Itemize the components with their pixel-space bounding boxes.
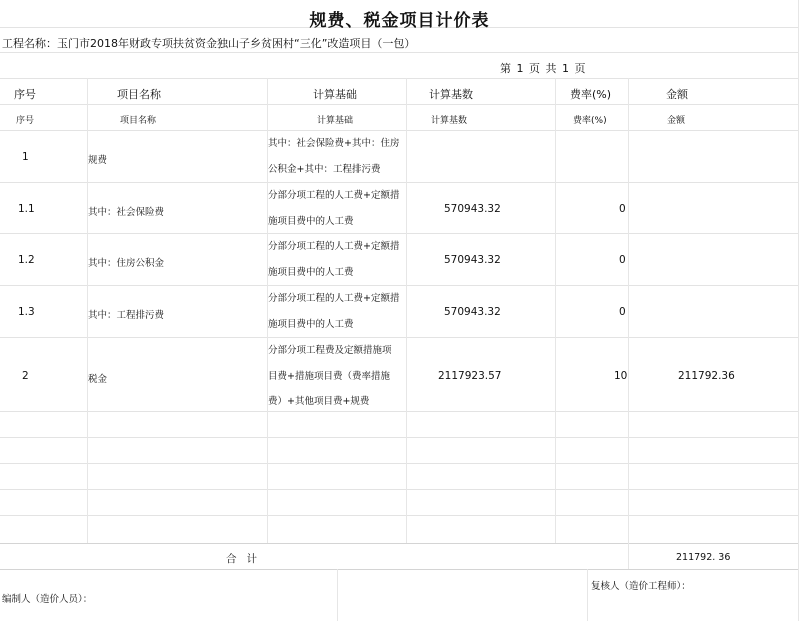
row-seq: 2 xyxy=(22,370,29,382)
row-rate: 0 xyxy=(619,254,626,266)
row-seq: 1.1 xyxy=(18,203,35,215)
project-name-value: 玉门市2018年财政专项扶贫资金独山子乡贫困村“三化”改造项目（一包） xyxy=(57,37,416,50)
project-label: 工程名称： xyxy=(2,37,57,50)
row-item-name: 其中：住房公积金 xyxy=(88,258,165,269)
header-calc-basis: 计算基础 xyxy=(313,88,357,101)
basis-line: 公积金+其中：工程排污费 xyxy=(268,163,381,175)
header-rate: 费率(%) xyxy=(570,88,612,101)
page-info: 第 1 页 共 1 页 xyxy=(500,62,587,75)
row-calc-basis xyxy=(268,286,406,337)
header-calc-base: 计算基数 xyxy=(429,88,473,101)
row-seq: 1.2 xyxy=(18,254,35,266)
header-item-name-2: 项目名称 xyxy=(120,116,157,126)
project-name xyxy=(2,35,415,51)
row-rate: 0 xyxy=(619,203,626,215)
row-seq: 1.3 xyxy=(18,306,35,318)
row-seq: 1 xyxy=(22,151,29,163)
basis-line: 费）+其他项目费+规费 xyxy=(268,396,370,407)
basis-line: 其中：社会保险费+其中：住房 xyxy=(268,138,400,149)
row-item-name: 税金 xyxy=(88,374,108,385)
row-rate: 10 xyxy=(614,370,628,382)
basis-line: 分部分项工程费及定额措施项 xyxy=(268,345,392,356)
basis-line: 目费+措施项目费（费率措施 xyxy=(268,370,390,382)
row-amount: 211792.36 xyxy=(678,370,735,382)
header-seq-2: 序号 xyxy=(16,116,35,126)
basis-line: 分部分项工程的人工费+定额措 xyxy=(268,241,400,252)
row-item-name: 其中：工程排污费 xyxy=(88,310,165,321)
row-calc-basis xyxy=(268,131,406,182)
row-calc-base: 570943.32 xyxy=(444,203,501,215)
row-item-name: 规费 xyxy=(88,155,108,166)
basis-line: 施项目费中的人工费 xyxy=(268,215,354,227)
total-label: 合计 xyxy=(226,553,267,565)
row-rate: 0 xyxy=(619,306,626,318)
header-amount: 金额 xyxy=(666,88,688,101)
header-amount-2: 金额 xyxy=(667,116,686,126)
row-calc-base: 2117923.57 xyxy=(438,370,502,382)
row-calc-basis xyxy=(268,183,406,234)
basis-line: 施项目费中的人工费 xyxy=(268,318,354,330)
header-rate-2: 费率(%) xyxy=(573,116,607,126)
basis-line: 分部分项工程的人工费+定额措 xyxy=(268,293,400,304)
basis-line: 施项目费中的人工费 xyxy=(268,266,354,278)
header-seq: 序号 xyxy=(14,88,36,101)
row-calc-base: 570943.32 xyxy=(444,306,501,318)
header-item-name: 项目名称 xyxy=(117,88,161,101)
preparer-label: 编制人（造价人员）： xyxy=(2,594,93,605)
row-calc-basis xyxy=(268,234,406,285)
header-calc-base-2: 计算基数 xyxy=(431,116,468,126)
row-calc-basis xyxy=(268,338,406,415)
row-item-name: 其中：社会保险费 xyxy=(88,207,165,218)
total-amount: 211792. 36 xyxy=(676,552,731,563)
page-title: 规费、税金项目计价表 xyxy=(309,11,490,31)
row-calc-base: 570943.32 xyxy=(444,254,501,266)
basis-line: 分部分项工程的人工费+定额措 xyxy=(268,190,400,201)
header-calc-basis-2: 计算基础 xyxy=(317,116,354,126)
reviewer-label: 复核人（造价工程师）： xyxy=(591,581,691,592)
